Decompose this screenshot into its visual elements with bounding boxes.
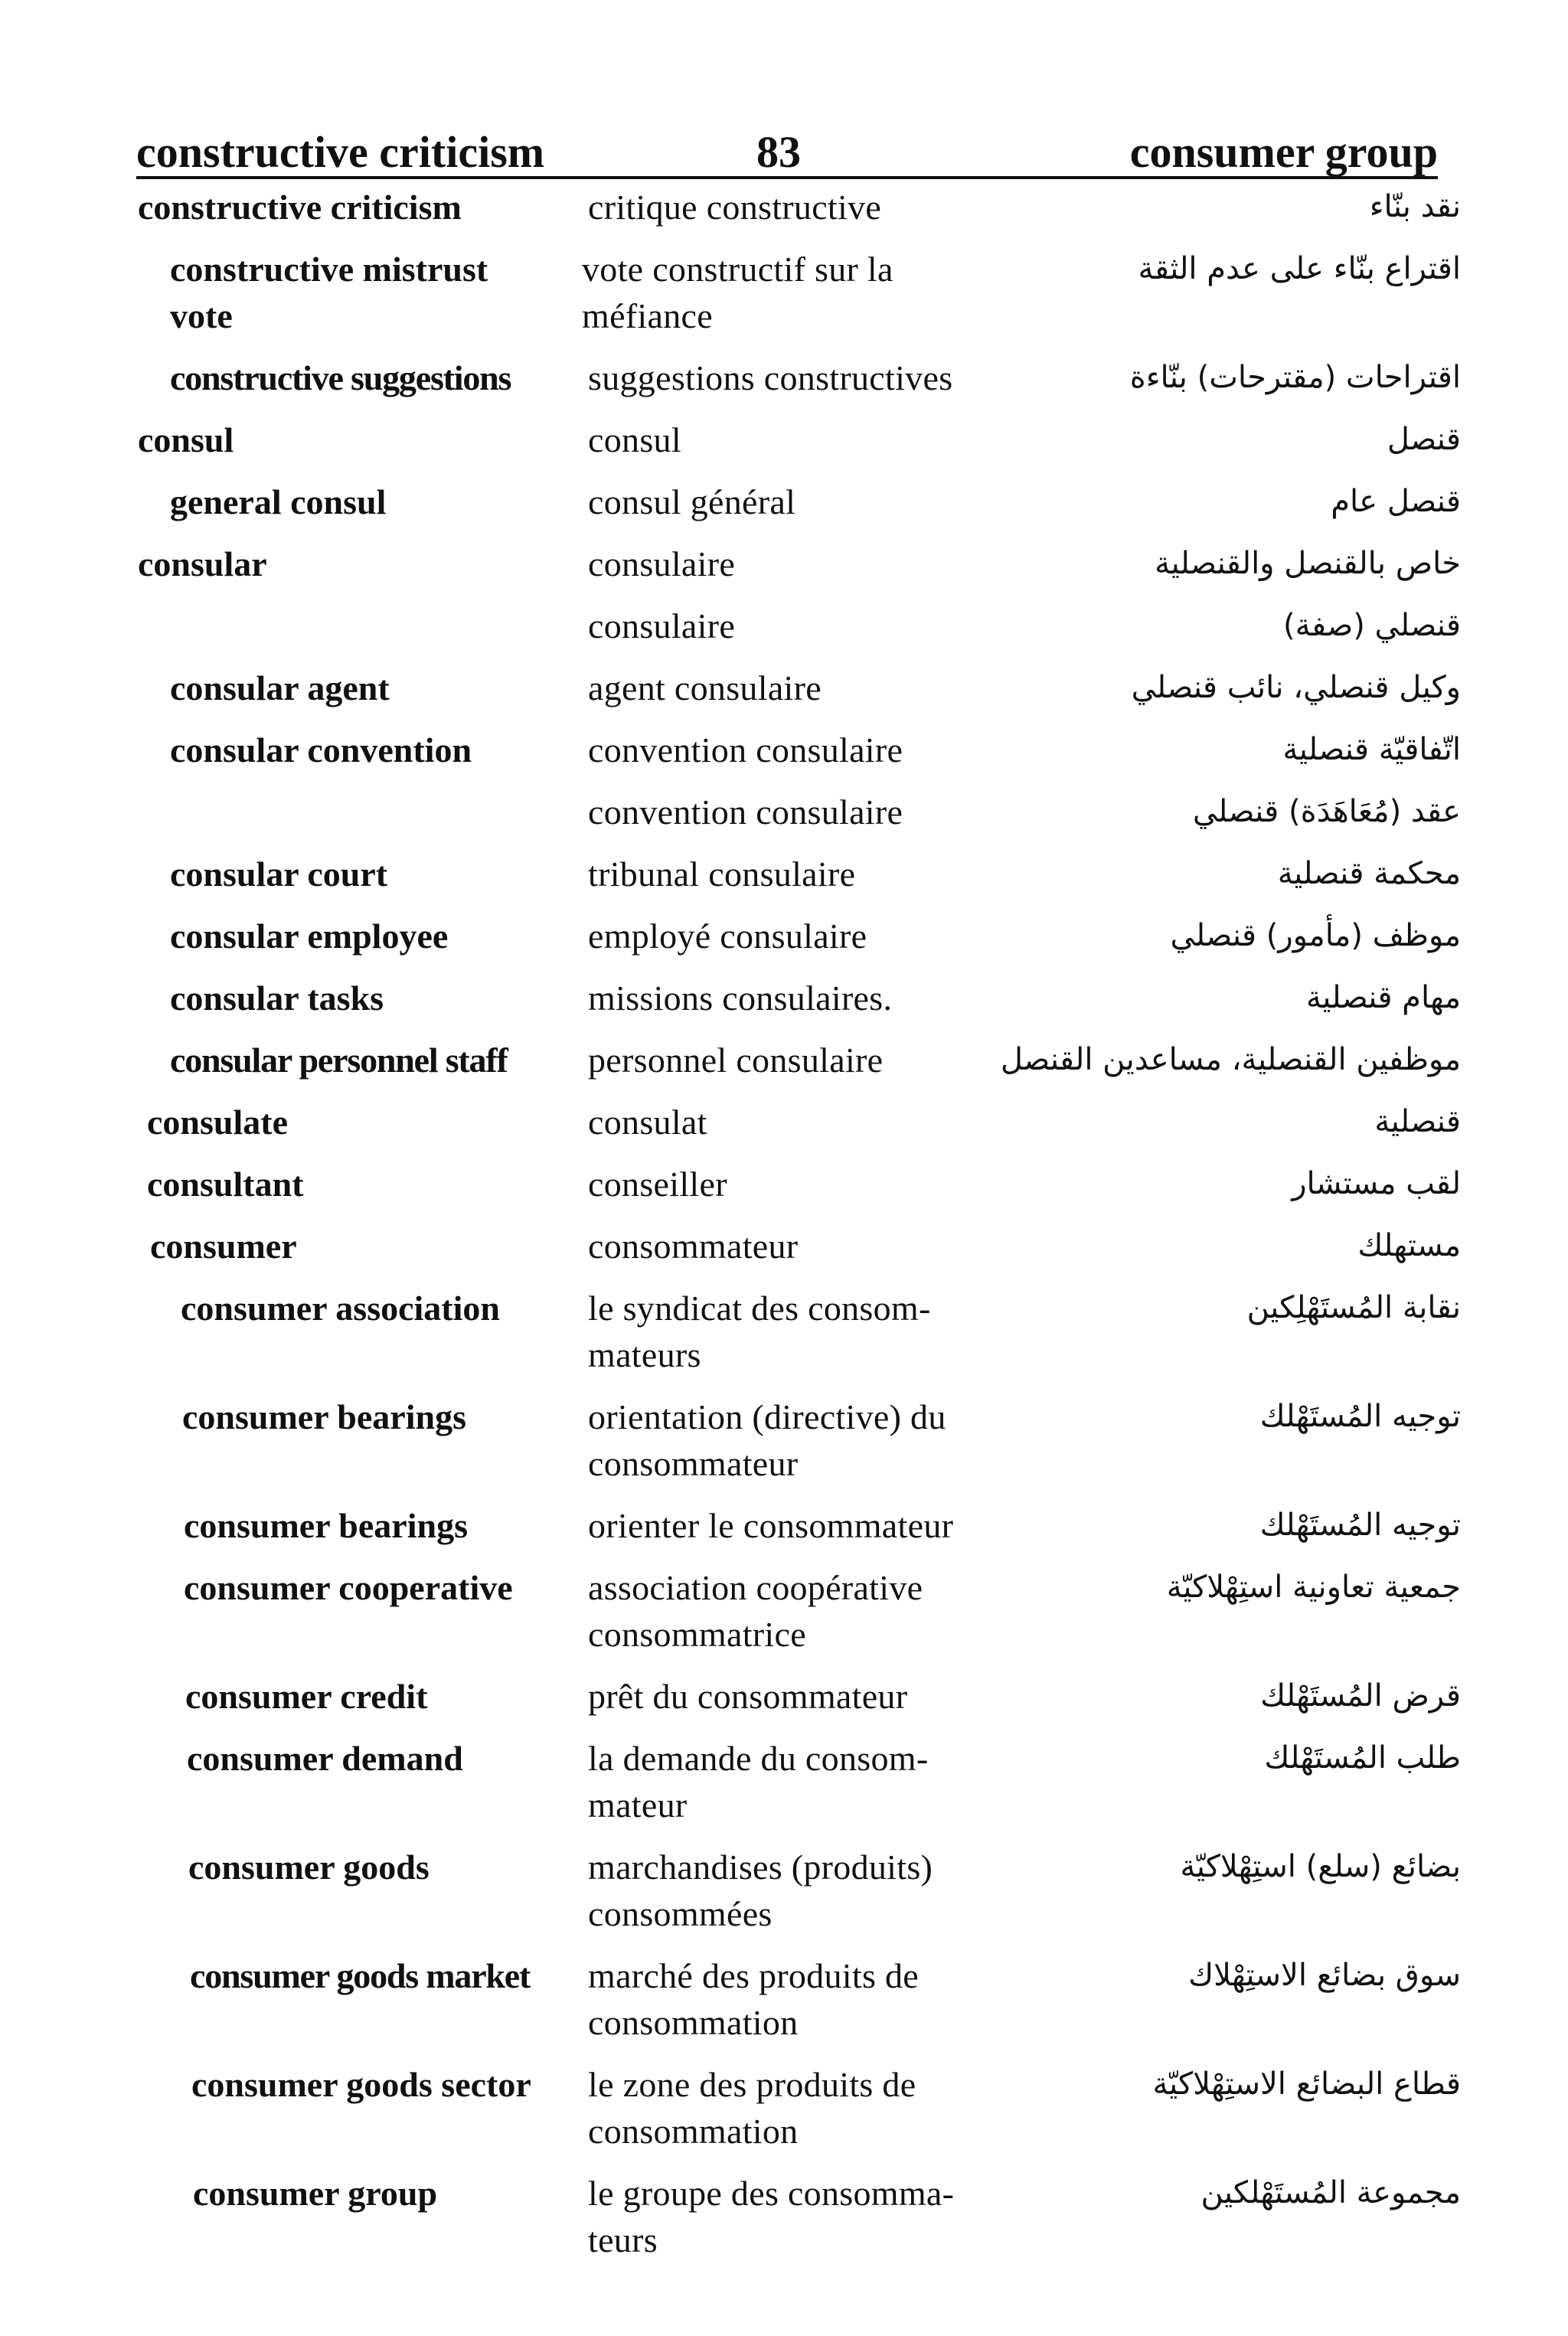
entry-arabic: قنصل عام [1331, 484, 1461, 519]
entry-french: le groupe des consomma-teurs [588, 2174, 955, 2259]
entry-consumer [0, 1223, 1568, 1269]
entry-arabic: بضائع (سلع) استِهْلاكيّة [1180, 1849, 1461, 1884]
entry-english: consular court [170, 854, 388, 894]
entry-consular-tasks [0, 975, 1568, 1021]
page-number: 83 [756, 127, 801, 177]
entry-arabic: نقد بنّاء [1369, 189, 1461, 224]
entry-english: consumer [150, 1227, 297, 1266]
entry-consumer-goods-market [0, 1952, 1568, 2046]
entry-arabic: مجموعة المُستَهْلكين [1200, 2175, 1461, 2210]
entry-arabic: قطاع البضائع الاستِهْلاكيّة [1152, 2066, 1461, 2102]
entry-french: consulaire [588, 544, 736, 583]
entry-english: general consul [170, 482, 387, 521]
entry-consular-employee [0, 913, 1568, 959]
entry-list [0, 184, 1568, 2263]
entry-french: marchandises (produits) consommées [588, 1848, 933, 1933]
entry-consular-personnel-staff [0, 1037, 1568, 1083]
entry-english: consumer goods [188, 1848, 430, 1887]
entry-consular-adjective [0, 603, 1568, 649]
entry-french: orientation (directive) du consommateur [588, 1397, 946, 1483]
entry-french: tribunal consulaire [588, 854, 856, 894]
entry-english: consumer demand [187, 1739, 463, 1778]
entry-arabic: توجيه المُستَهْلك [1259, 1508, 1461, 1543]
entry-english: consular agent [170, 668, 390, 707]
entry-arabic: اقتراع بنّاء على عدم الثقة [1138, 251, 1461, 286]
entry-arabic: اتّفاقيّة قنصلية [1282, 732, 1461, 767]
entry-consumer-bearings [0, 1393, 1568, 1487]
entry-arabic: سوق بضائع الاستِهْلاك [1188, 1958, 1461, 1993]
entry-french: le syndicat des consom-mateurs [588, 1289, 931, 1374]
entry-consumer-credit [0, 1673, 1568, 1720]
entry-consumer-group [0, 2170, 1568, 2263]
entry-consumer-goods-sector [0, 2061, 1568, 2155]
entry-arabic: اقتراحات (مقترحات) بنّاءة [1129, 360, 1461, 395]
entry-arabic: جمعية تعاونية استِهْلاكيّة [1166, 1570, 1461, 1605]
entry-french: conseiller [588, 1165, 727, 1204]
entry-english: consumer goods sector [191, 2065, 531, 2104]
entry-consumer-cooperative [0, 1564, 1568, 1658]
entry-english: consular tasks [170, 979, 384, 1018]
entry-french: consulaire [588, 606, 736, 645]
entry-french: agent consulaire [588, 668, 822, 707]
entry-french: consul général [588, 482, 796, 521]
entry-arabic: موظفين القنصلية، مساعدين القنصل [1000, 1042, 1461, 1077]
entry-consul [0, 417, 1568, 463]
entry-english: constructive suggestions [170, 358, 511, 397]
entry-consulate [0, 1099, 1568, 1145]
entry-french: la demande du consom-mateur [588, 1739, 929, 1825]
entry-english: consultant [147, 1165, 304, 1204]
entry-consumer-goods [0, 1844, 1568, 1937]
entry-arabic: طلب المُستَهْلك [1264, 1740, 1461, 1776]
header-last-entry: consumer group [1129, 127, 1438, 177]
entry-arabic: قنصلي (صفة) [1282, 608, 1461, 643]
entry-arabic: قرض المُستَهْلك [1260, 1678, 1461, 1714]
entry-french: personnel consulaire [588, 1041, 884, 1080]
entry-english: constructive criticism [138, 188, 462, 227]
page-header [136, 115, 1438, 179]
entry-english: consular employee [170, 916, 449, 956]
entry-arabic: عقد (مُعَاهَدَة) قنصلي [1192, 794, 1461, 829]
entry-french: convention consulaire [588, 792, 903, 831]
entry-french: missions consulaires. [588, 979, 893, 1018]
entry-english: constructive mistrust vote [170, 250, 488, 335]
entry-arabic: مستهلك [1357, 1228, 1461, 1263]
entry-english: consular [138, 544, 267, 583]
entry-consultant [0, 1161, 1568, 1207]
entry-english: consumer goods market [190, 1956, 531, 1995]
entry-french: orienter le consommateur [588, 1506, 954, 1545]
entry-french: marché des produits de consommation [588, 1956, 919, 2042]
entry-french: employé consulaire [588, 916, 867, 956]
entry-arabic: مهام قنصلية [1305, 980, 1461, 1015]
entry-constructive-suggestions [0, 354, 1568, 401]
entry-french: association coopérative consommatrice [588, 1568, 923, 1654]
entry-consular [0, 541, 1568, 587]
entry-consular-convention [0, 727, 1568, 773]
entry-french: le zone des produits de consommation [588, 2065, 916, 2151]
entry-french: critique constructive [588, 188, 882, 227]
entry-constructive-criticism [0, 184, 1568, 230]
entry-arabic: توجيه المُستَهْلك [1259, 1399, 1461, 1434]
entry-french: suggestions constructives [588, 358, 953, 397]
entry-arabic: قنصل [1387, 422, 1461, 457]
header-first-entry: constructive criticism [136, 127, 545, 177]
entry-english: consumer cooperative [184, 1568, 513, 1607]
entry-english: consumer bearings [182, 1397, 466, 1436]
entry-english: consumer group [193, 2174, 438, 2213]
entry-english: consulate [147, 1103, 288, 1142]
entry-english: consumer association [181, 1289, 500, 1328]
entry-arabic: خاص بالقنصل والقنصلية [1155, 546, 1461, 581]
entry-consular-convention-treaty [0, 789, 1568, 835]
entry-constructive-mistrust-vote [0, 246, 1568, 339]
entry-arabic: محكمة قنصلية [1277, 856, 1461, 891]
entry-english: consular convention [170, 730, 472, 769]
entry-arabic: قنصلية [1374, 1104, 1461, 1139]
entry-french: convention consulaire [588, 730, 903, 769]
entry-french: vote constructif sur la méfiance [582, 250, 893, 335]
entry-arabic: موظف (مأمور) قنصلي [1170, 918, 1461, 953]
entry-french: consommateur [588, 1227, 799, 1266]
entry-french: consul [588, 420, 681, 459]
entry-french: consulat [588, 1103, 707, 1142]
entry-arabic: نقابة المُستَهْلِكين [1246, 1290, 1461, 1325]
entry-arabic: وكيل قنصلي، نائب قنصلي [1131, 670, 1461, 705]
entry-english: consumer credit [185, 1677, 428, 1716]
entry-english: consul [138, 420, 234, 459]
entry-general-consul [0, 479, 1568, 525]
entry-consular-court [0, 851, 1568, 897]
entry-consumer-association [0, 1285, 1568, 1378]
entry-french: prêt du consommateur [588, 1677, 908, 1716]
entry-english: consumer bearings [184, 1506, 468, 1545]
entry-consular-agent [0, 665, 1568, 711]
entry-arabic: لقب مستشار [1292, 1166, 1461, 1201]
entry-consumer-demand [0, 1735, 1568, 1828]
entry-english: consular personnel staff [170, 1041, 508, 1080]
entry-consumer-bearings-verb [0, 1502, 1568, 1549]
